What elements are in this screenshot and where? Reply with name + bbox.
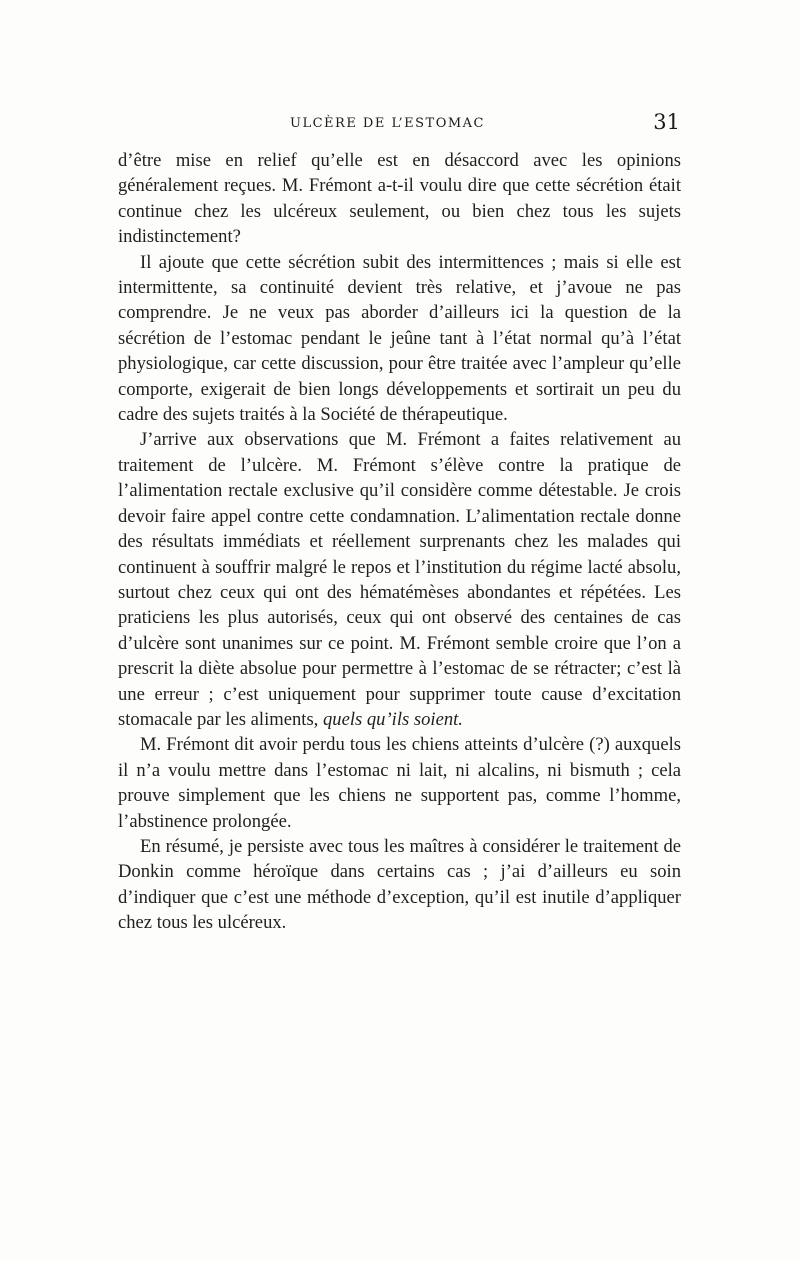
page-header bbox=[118, 110, 680, 140]
paragraph-5: En résumé, je persiste avec tous les maîtres à considérer le traitement de Donkin comme héroïque dans certains cas ; j’ai d’ailleurs eu soin d’indiquer que c’est une méthode d’exception, qu’il est inutile d’appliquer chez tous les ulcéreux. bbox=[118, 835, 681, 934]
paragraph-1: d’être mise en relief qu’elle est en désaccord avec les opinions généralement reçues. M. Frémont a-t-il voulu dire que cette sécrétion était continue chez les ulcéreux seulement, ou bien chez tous les sujets indistinctement? bbox=[118, 150, 681, 248]
paragraph-2: Il ajoute que cette sécrétion subit des intermittences ; mais si elle est intermittente, sa continuité devient très relative, et j’avoue ne pas comprendre. Je ne veux pas aborder d’ailleurs ici la question de la sécrétion de l’estomac pendant le jeûne tant à l’état normal qu’à l’état physiologique, car cette discussion, pour être traitée avec l’ampleur qu’elle comporte, exigerait de bien longs développements et sortirait un peu du cadre des sujets traités à la Société de thérapeutique. bbox=[118, 251, 681, 426]
paragraph-3 bbox=[118, 427, 681, 732]
paragraph-4: M. Frémont dit avoir perdu tous les chiens atteints d’ulcère (?) auxquels il n’a voulu mettre dans l’estomac ni lait, ni alcalins, ni bismuth ; cela prouve simplement que les chiens ne supportent pas, comme l’homme, l’abstinence prolongée. bbox=[118, 734, 681, 832]
paragraph-3-italic: quels qu’ils soient. bbox=[322, 708, 463, 730]
body-text bbox=[118, 148, 681, 936]
running-title: ULCÈRE DE L’ESTOMAC bbox=[290, 116, 485, 131]
page-number: 31 bbox=[653, 110, 680, 134]
paragraph-3-text: J’arrive aux observations que M. Frémont a faites relativement au traitement de l’ulcère. M. Frémont s’élève contre la pratique de l’alimentation rectale exclusive qu’il considère comme détestable. Je crois devoir faire appel contre cette condamnation. L’alimentation rectale donne des résultats immédiats et réellement surprenants chez les malades qui continuent à souffrir malgré le repos et l’institution du régime lacté absolu, surtout chez ceux qui ont des hématémèses abondantes et répétées. Les praticiens les plus autorisés, ceux qui ont observé des centaines de cas d’ulcère sont unanimes sur ce point. M. Frémont semble croire que l’on a prescrit la diète absolue pour permettre à l’estomac de se rétracter; c’est là une erreur ; c’est uniquement pour supprimer toute cause d’excitation stomacale par les aliments, bbox=[118, 429, 681, 730]
